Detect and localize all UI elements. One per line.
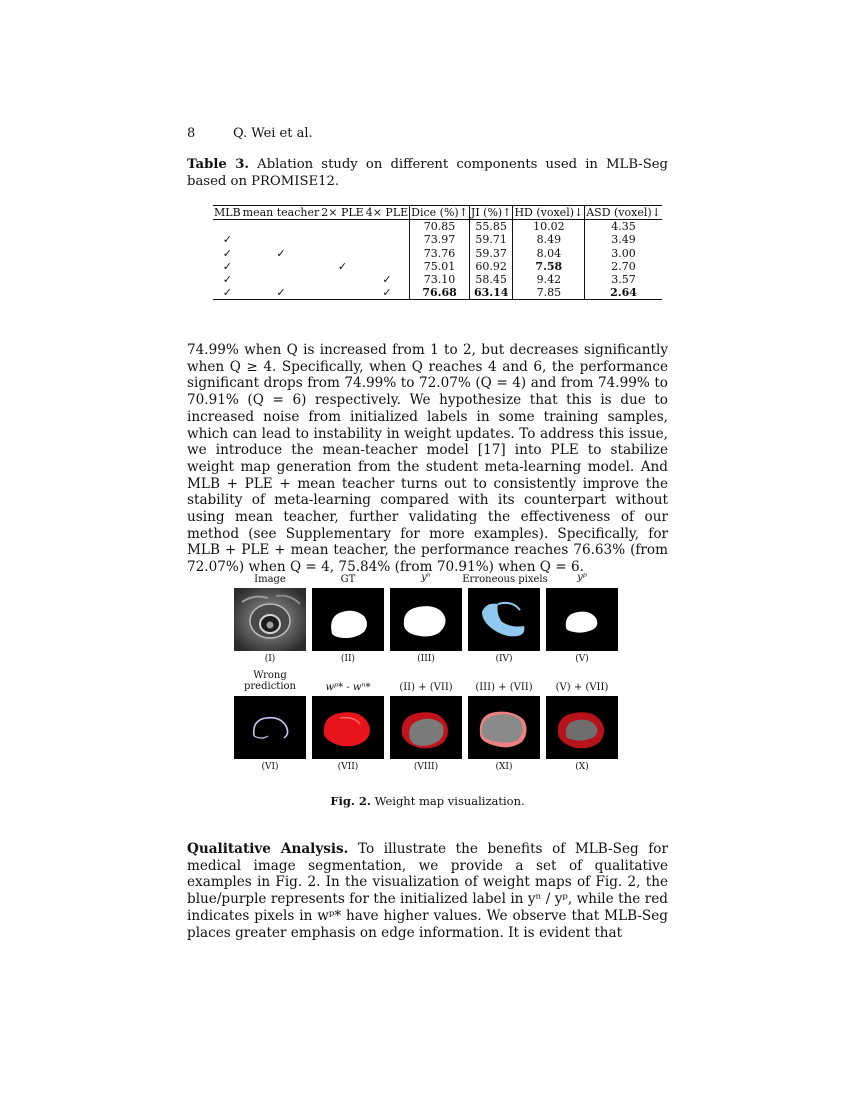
table-caption-text: Ablation study on different components used in MLB-Seg based on PROMISE12. <box>187 157 668 189</box>
fig-col-label: yⁿ <box>421 572 431 583</box>
table-cell-value: 2.70 <box>585 260 662 273</box>
overlay-x-tile <box>546 696 618 759</box>
table-row <box>213 247 662 260</box>
col-header: 2× PLE <box>321 206 364 219</box>
weight-diff-map <box>312 696 384 759</box>
table-caption <box>187 156 668 190</box>
paragraph-text <box>187 841 668 941</box>
erroneous-pixels-tile <box>468 588 540 651</box>
fig-sub-label: (VI) <box>261 762 279 772</box>
table-cell-value: 59.37 <box>469 247 513 260</box>
table-cell-check: ✓ <box>222 233 232 247</box>
table-row <box>213 273 662 286</box>
weight-diff-tile <box>312 696 384 759</box>
fig-col-label: (II) + (VII) <box>399 682 453 693</box>
fig-sub-label: (VII) <box>337 762 359 772</box>
paragraph-body: To illustrate the benefits of MLB-Seg for medical image segmentation, we provide a set of qualitative examples in Fig. 2. In the visualization of weight maps of Fig. 2, the blue/purple represents for the initialized label in yⁿ / yᵖ, while the red indicates pixels in wᵖ* have higher values. We observe that MLB-Seg places greater emphasis on edge information. It is evident that <box>187 841 668 941</box>
gt-tile <box>312 588 384 651</box>
col-header: 4× PLE <box>365 206 409 219</box>
fig-sub-label: (X) <box>575 762 589 772</box>
best-value: 7.58 <box>535 259 563 273</box>
table-cell-check <box>242 220 321 234</box>
best-value: 63.14 <box>473 286 509 300</box>
gt-mask <box>312 588 384 651</box>
mri-image-graphic <box>234 588 306 651</box>
table-cell-value: 73.76 <box>410 247 470 260</box>
fig-col-label: (III) + (VII) <box>475 682 533 693</box>
table-cell-check <box>242 273 321 286</box>
body-paragraph-1 <box>187 342 668 576</box>
table-cell-check <box>365 260 410 273</box>
fig-sub-label: (II) <box>340 654 356 664</box>
table-cell-value: 73.10 <box>410 273 470 286</box>
table-cell-value: 75.01 <box>410 260 470 273</box>
section-run-in-heading: Qualitative Analysis. <box>187 841 349 857</box>
table-cell-value: 9.42 <box>513 273 585 286</box>
table-cell-check <box>320 286 364 300</box>
table-cell-value: 8.49 <box>513 233 585 246</box>
table-cell-check <box>320 233 364 246</box>
fig-sub-label: (III) <box>417 654 435 664</box>
table-cell-check <box>365 247 410 260</box>
table-cell-value: 3.49 <box>585 233 662 246</box>
table-cell-value: 60.92 <box>469 260 513 273</box>
running-authors: Q. Wei et al. <box>233 126 313 141</box>
best-value: 2.64 <box>610 286 637 300</box>
figure-weight-maps <box>232 570 622 780</box>
table-cell-value <box>513 260 585 273</box>
table-cell-check: ✓ <box>382 273 392 287</box>
table-cell-check: ✓ <box>276 246 286 260</box>
table-cell-check: ✓ <box>213 286 242 300</box>
overlay-xi-map <box>468 696 540 759</box>
table-cell-check: ✓ <box>365 286 410 300</box>
table-cell-check <box>320 220 364 234</box>
table-cell-check <box>242 260 321 273</box>
table-cell-value: 7.85 <box>513 286 585 300</box>
figure-caption-label: Fig. 2. <box>330 794 371 808</box>
body-paragraph-2 <box>187 841 668 941</box>
fig-sub-label: (IV) <box>495 654 513 664</box>
fig-col-label: (V) + (VII) <box>555 682 609 693</box>
table-cell-value: 55.85 <box>469 220 513 234</box>
col-header: mean teacher <box>242 206 320 219</box>
col-header: MLB <box>214 206 241 219</box>
col-header: ASD (voxel)↓ <box>586 206 661 219</box>
page-number: 8 <box>187 126 196 141</box>
col-header: Dice (%)↑ <box>411 206 468 219</box>
fig-col-label: GT <box>340 574 356 585</box>
table-row <box>213 220 662 234</box>
erroneous-pixels-mask <box>468 588 540 651</box>
overlay-viii-map <box>390 696 462 759</box>
overlay-xi-tile <box>468 696 540 759</box>
best-value: 76.68 <box>422 286 457 300</box>
table-cell-value: 59.71 <box>469 233 513 246</box>
wrong-prediction-mask <box>234 696 306 759</box>
figure-caption-text: Weight map visualization. <box>374 794 525 808</box>
table-row <box>213 233 662 246</box>
table-cell-value <box>410 286 470 300</box>
table-cell-check: ✓ <box>222 259 232 273</box>
yp-tile <box>546 588 618 651</box>
overlay-viii-tile <box>390 696 462 759</box>
table-cell-value: 70.85 <box>410 220 470 234</box>
table-cell-value <box>469 286 513 300</box>
table-cell-check <box>242 233 321 246</box>
table-header-row <box>213 206 662 220</box>
table-cell-check: ✓ <box>337 259 348 273</box>
col-header: JI (%)↑ <box>470 206 512 219</box>
fig-col-label: wᵖ* - wⁿ* <box>325 682 371 693</box>
yn-tile <box>390 588 462 651</box>
overlay-x-map <box>546 696 618 759</box>
table-row <box>213 260 662 273</box>
table-cell-check: ✓ <box>222 273 232 287</box>
fig-sub-label: (XI) <box>495 762 513 772</box>
table-cell-check: ✓ <box>242 286 321 300</box>
fig-col-label: Wrong prediction <box>244 670 296 692</box>
figure-caption <box>187 794 668 808</box>
table-cell-check <box>213 220 242 234</box>
yp-mask <box>546 588 618 651</box>
table-body <box>213 220 662 300</box>
table-cell-value: 4.35 <box>585 220 662 234</box>
table-cell-check <box>365 233 410 246</box>
fig-col-label: Erroneous pixels <box>462 574 548 585</box>
table-cell-value: 73.97 <box>410 233 470 246</box>
col-header: HD (voxel)↓ <box>514 206 584 219</box>
fig-sub-label: (V) <box>575 654 589 664</box>
fig-sub-label: (I) <box>264 654 276 664</box>
table-cell-check <box>320 247 364 260</box>
mri-image-tile <box>234 588 306 651</box>
table-caption-label: Table 3. <box>187 157 250 172</box>
fig-sub-label: (VIII) <box>413 762 439 772</box>
table-cell-value: 3.00 <box>585 247 662 260</box>
table-cell-check <box>365 220 410 234</box>
table-cell-value: 58.45 <box>469 273 513 286</box>
fig-col-label: Image <box>254 574 286 585</box>
fig-col-label: yᵖ <box>577 572 587 583</box>
yn-mask <box>390 588 462 651</box>
table-cell-value: 10.02 <box>513 220 585 234</box>
table-cell-value <box>585 286 662 300</box>
table-cell-value: 3.57 <box>585 273 662 286</box>
paragraph-text: 74.99% when Q is increased from 1 to 2, but decreases significantly when Q ≥ 4. Specifically, when Q reaches 4 and 6, the performance significant drops from 74.99% to 72.07% (Q = 4) and from 74.99% to 70.91% (Q = 6) respectively. We hypothesize that this is due to increased noise from initialized labels in some training samples, which can lead to instability in weight updates. To address this issue, we introduce the mean-teacher model [17] into PLE to stabilize weight map generation from the student meta-learning model. And MLB + PLE + mean teacher turns out to consistently improve the stability of meta-learning compared with its counterpart without using mean teacher, further validating the effectiveness of our method (see Supplementary for more examples). Specifically, for MLB + PLE + mean teacher, the performance reaches 76.63% (from 72.07%) when Q = 4, 75.84% (from 70.91%) when Q = 6. <box>187 342 668 576</box>
table-cell-check <box>320 273 364 286</box>
table-row <box>213 286 662 300</box>
table-cell-value: 8.04 <box>513 247 585 260</box>
wrong-prediction-tile <box>234 696 306 759</box>
table-cell-check: ✓ <box>222 246 232 260</box>
ablation-table <box>213 205 662 300</box>
